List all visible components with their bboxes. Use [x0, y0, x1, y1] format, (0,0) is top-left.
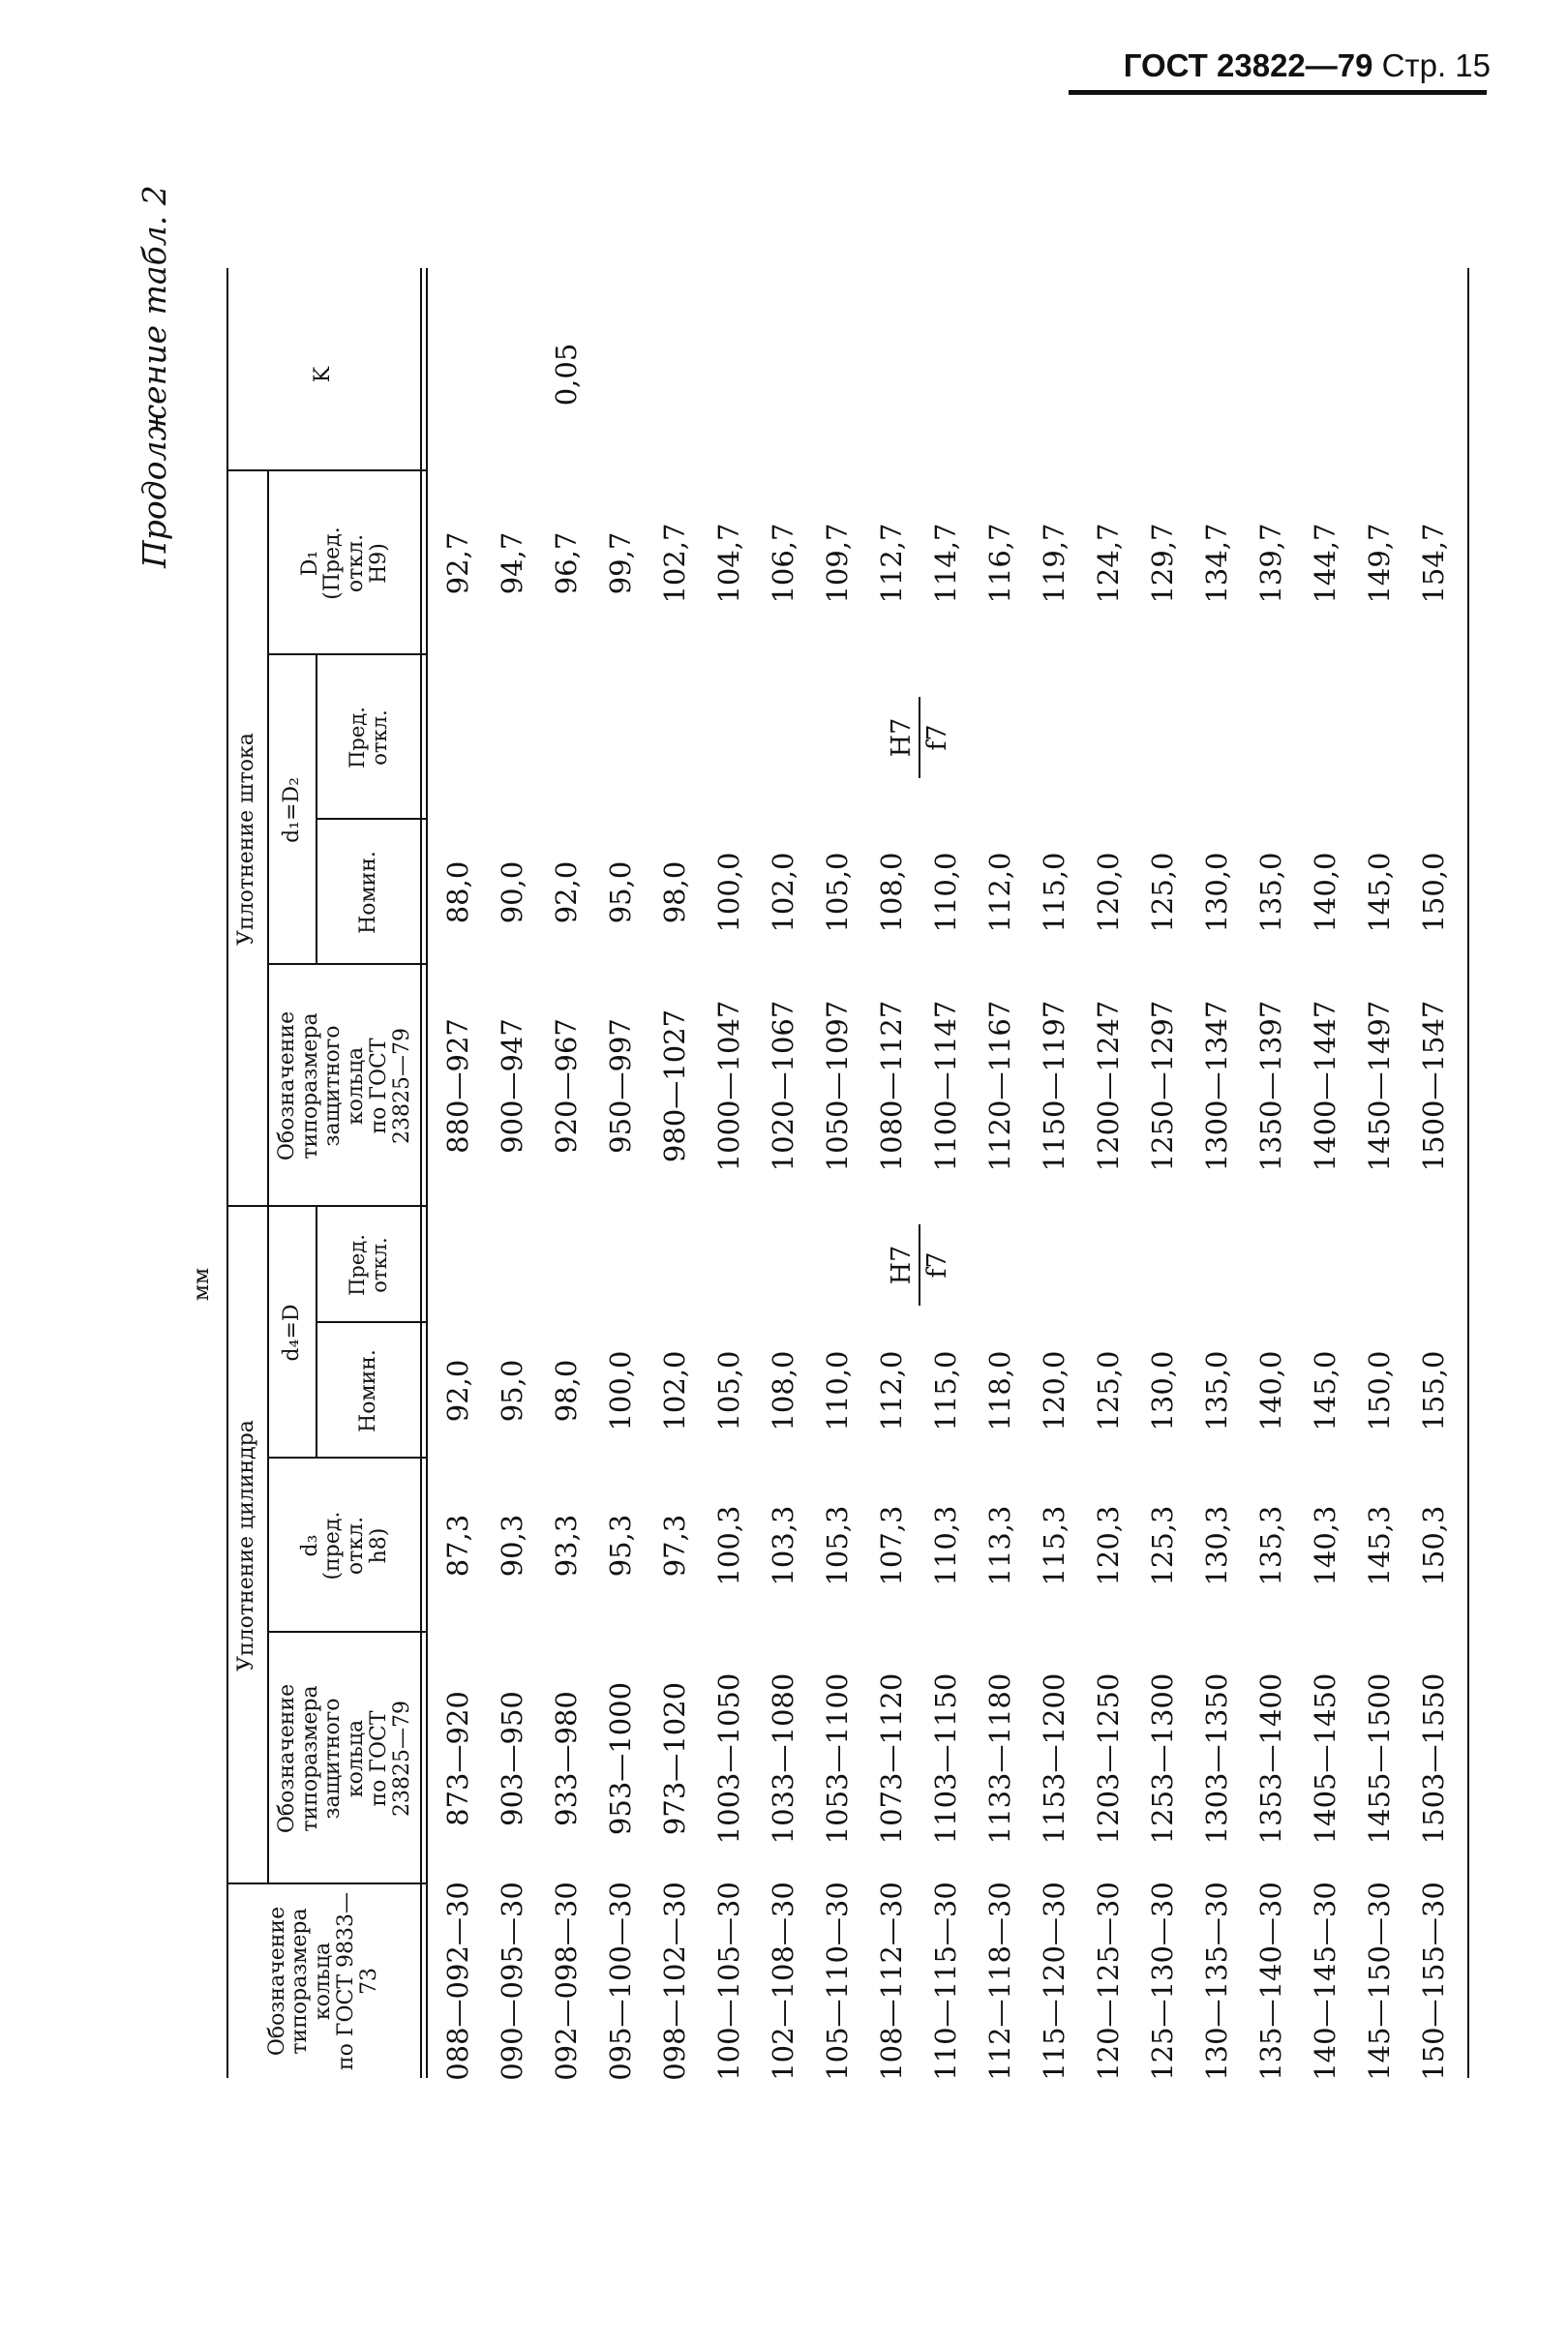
table-cell-d3: 95,3 [604, 1514, 638, 1578]
table-cell-d4: 155,0 [1417, 1350, 1451, 1431]
table-cell-D1: 104,7 [712, 523, 746, 604]
table-cell-rod_code: 1400—1447 [1309, 1000, 1342, 1172]
table-cell-d4: 125,0 [1092, 1350, 1126, 1431]
table-cell-rod_code: 1500—1547 [1417, 1000, 1451, 1172]
table-cell-ring: 095—100—30 [604, 1882, 638, 2081]
table-cell-cyl_code: 1053—1100 [821, 1672, 855, 1845]
table-cell-ring: 140—145—30 [1309, 1882, 1342, 2081]
subheader-d1-eq-D2: d₁=D₂ [280, 777, 305, 843]
table-cell-d4: 130,0 [1146, 1350, 1180, 1431]
table-cell-d1: 102,0 [767, 852, 800, 933]
table-cell-rod_code: 1050—1097 [821, 1000, 855, 1172]
table-cell-D1: 92,7 [441, 531, 475, 595]
table-cell-d4: 98,0 [550, 1359, 584, 1423]
table-cell-ring: 105—110—30 [821, 1882, 855, 2081]
rod-fit-tolerance-fraction [887, 697, 952, 779]
table-cell-d1: 100,0 [712, 852, 746, 933]
header-bottom-rule-a [420, 268, 422, 2078]
standard-code: ГОСТ 23822—79 [1123, 47, 1373, 83]
header-D1: D₁ (Пред. откл. H9) [297, 527, 391, 600]
table-cell-d1: 88,0 [441, 860, 475, 924]
table-cell-d4: 145,0 [1309, 1350, 1342, 1431]
table-cell-D1: 106,7 [767, 523, 800, 604]
table-cell-D1: 114,7 [929, 523, 963, 604]
table-cell-rod_code: 900—947 [496, 1018, 529, 1154]
table-cell-D1: 99,7 [604, 531, 638, 595]
table-cell-D1: 144,7 [1309, 523, 1342, 604]
cyl-fit-tolerance-fraction [887, 1224, 952, 1307]
table-cell-d3: 100,3 [712, 1505, 746, 1586]
table-cell-ring: 130—135—30 [1200, 1882, 1234, 2081]
table-cell-ring: 098—102—30 [658, 1882, 692, 2081]
table-cell-D1: 112,7 [875, 523, 909, 604]
cyl-fit-tolerance-numerator: H7 [887, 1224, 920, 1307]
table-cell-d3: 135,3 [1254, 1505, 1288, 1586]
table-cell-ring: 112—118—30 [983, 1882, 1017, 2081]
rod-fit-tolerance-numerator: H7 [887, 697, 920, 779]
rod-fit-tolerance-denominator: f7 [922, 724, 952, 751]
table-cell-cyl_code: 1073—1120 [875, 1672, 909, 1845]
table-cell-d1: 105,0 [821, 852, 855, 933]
table-cell-cyl_code: 1103—1150 [929, 1672, 963, 1845]
table-cell-d3: 107,3 [875, 1505, 909, 1586]
table-cell-ring: 092—098—30 [550, 1882, 584, 2081]
table-cell-d3: 115,3 [1038, 1505, 1071, 1586]
table-cell-d3: 105,3 [821, 1505, 855, 1586]
table-cell-d1: 120,0 [1092, 852, 1126, 933]
page-number: Стр. 15 [1381, 47, 1491, 83]
rod-fit-tolerance [865, 655, 974, 820]
table-cell-ring: 135—140—30 [1254, 1882, 1288, 2081]
table-cell-D1: 96,7 [550, 531, 584, 595]
table-cell-d1: 115,0 [1038, 852, 1071, 933]
header-K: K [311, 366, 336, 383]
table-cell-cyl_code: 1455—1500 [1363, 1672, 1397, 1845]
table-cell-rod_code: 1020—1067 [767, 1000, 800, 1172]
table-cell-D1: 109,7 [821, 523, 855, 604]
group-cylinder-seal: Уплотнение цилиндра [234, 1420, 259, 1671]
table-cell-d1: 125,0 [1146, 852, 1180, 933]
table-cell-rod_code: 1250—1297 [1146, 1000, 1180, 1172]
header-d3: d₃ (пред. откл. h8) [297, 1511, 391, 1581]
table-cell-d4: 120,0 [1038, 1350, 1071, 1431]
table-cell-d4: 95,0 [496, 1359, 529, 1423]
table-cell-ring: 150—155—30 [1417, 1882, 1451, 2081]
table-cell-d3: 140,3 [1309, 1505, 1342, 1586]
header-d1-nominal: Номин. [356, 851, 381, 934]
table-cell-D1: 134,7 [1200, 523, 1234, 604]
table-cell-cyl_code: 933—980 [550, 1691, 584, 1826]
header-bottom-rule-b [426, 268, 428, 2078]
table-cell-d3: 90,3 [496, 1514, 529, 1578]
table-cell-d3: 110,3 [929, 1505, 963, 1586]
table-cell-d1: 130,0 [1200, 852, 1234, 933]
table-caption: Продолжение табл. 2 [136, 185, 173, 568]
table-cell-cyl_code: 1405—1450 [1309, 1672, 1342, 1845]
table-cell-rod_code: 1150—1197 [1038, 1000, 1071, 1172]
spec-table [226, 268, 1473, 2081]
table-cell-d3: 113,3 [983, 1505, 1017, 1586]
table-cell-d1: 135,0 [1254, 852, 1288, 933]
table-cell-rod_code: 950—997 [604, 1018, 638, 1154]
table-cell-d1: 90,0 [496, 860, 529, 924]
table-cell-cyl_code: 1353—1400 [1254, 1672, 1288, 1845]
table-cell-cyl_code: 953—1000 [604, 1681, 638, 1836]
subheader-d4-eq-D: d₄=D [280, 1304, 305, 1362]
table-bottom-rule [1467, 268, 1469, 2078]
table-cell-ring: 110—115—30 [929, 1882, 963, 2081]
table-cell-rod_code: 880—927 [441, 1018, 475, 1154]
table-cell-ring: 125—130—30 [1146, 1882, 1180, 2081]
table-cell-D1: 149,7 [1363, 523, 1397, 604]
units-label: мм [190, 1267, 214, 1302]
cyl-fit-tolerance [865, 1207, 974, 1323]
header-ring-designation: Обозначение типоразмера кольца по ГОСТ 9833—73 [264, 1892, 381, 2070]
table-cell-cyl_code: 973—1020 [658, 1681, 692, 1836]
table-cell-rod_code: 1080—1127 [875, 1000, 909, 1172]
table-cell-d1: 98,0 [658, 860, 692, 924]
table-cell-rod_code: 1100—1147 [929, 1000, 963, 1172]
table-cell-cyl_code: 1503—1550 [1417, 1672, 1451, 1845]
table-cell-rod_code: 1300—1347 [1200, 1000, 1234, 1172]
table-cell-d3: 103,3 [767, 1505, 800, 1586]
table-cell-ring: 145—150—30 [1363, 1882, 1397, 2081]
table-cell-cyl_code: 1203—1250 [1092, 1672, 1126, 1845]
table-cell-cyl_code: 1153—1200 [1038, 1672, 1071, 1845]
table-cell-d3: 145,3 [1363, 1505, 1397, 1586]
header-rod-protective-ring: Обозначение типоразмера защитного кольца по ГОСТ 23825—79 [274, 1010, 414, 1161]
table-cell-D1: 154,7 [1417, 523, 1451, 604]
table-cell-d3: 150,3 [1417, 1505, 1451, 1586]
table-cell-D1: 129,7 [1146, 523, 1180, 604]
group-rod-seal: Уплотнение штока [234, 733, 259, 946]
table-cell-d1: 150,0 [1417, 852, 1451, 933]
table-cell-cyl_code: 1133—1180 [983, 1672, 1017, 1845]
table-cell-rod_code: 1200—1247 [1092, 1000, 1126, 1172]
table-cell-d4: 112,0 [875, 1350, 909, 1431]
table-cell-d4: 150,0 [1363, 1350, 1397, 1431]
table-cell-ring: 100—105—30 [712, 1882, 746, 2081]
table-cell-d4: 108,0 [767, 1350, 800, 1431]
table-cell-ring: 102—108—30 [767, 1882, 800, 2081]
table-cell-D1: 124,7 [1092, 523, 1126, 604]
table-cell-d4: 115,0 [929, 1350, 963, 1431]
table-cell-d4: 105,0 [712, 1350, 746, 1431]
table-cell-rod_code: 980—1027 [658, 1009, 692, 1163]
table-cell-d1: 110,0 [929, 852, 963, 933]
table-cell-d3: 125,3 [1146, 1505, 1180, 1586]
table-cell-cyl_code: 1253—1300 [1146, 1672, 1180, 1845]
table-cell-d3: 120,3 [1092, 1505, 1126, 1586]
table-cell-rod_code: 1000—1047 [712, 1000, 746, 1172]
table-cell-ring: 115—120—30 [1038, 1882, 1071, 2081]
table-cell-d4: 100,0 [604, 1350, 638, 1431]
table-cell-cyl_code: 1303—1350 [1200, 1672, 1234, 1845]
table-cell-D1: 139,7 [1254, 523, 1288, 604]
table-cell-cyl_code: 873—920 [441, 1691, 475, 1826]
table-cell-d1: 145,0 [1363, 852, 1397, 933]
table-cell-d1: 95,0 [604, 860, 638, 924]
table-cell-ring: 108—112—30 [875, 1882, 909, 2081]
header-d4-tolerance: Пред. откл. [346, 1234, 391, 1296]
table-cell-cyl_code: 903—950 [496, 1691, 529, 1826]
table-cell-cyl_code: 1033—1080 [767, 1672, 800, 1845]
table-cell-d3: 87,3 [441, 1514, 475, 1578]
table-cell-ring: 088—092—30 [441, 1882, 475, 2081]
table-cell-d1: 112,0 [983, 852, 1017, 933]
table-cell-d1: 108,0 [875, 852, 909, 933]
header-d4-nominal: Номин. [356, 1349, 381, 1432]
table-cell-rod_code: 920—967 [550, 1018, 584, 1154]
table-cell-d3: 130,3 [1200, 1505, 1234, 1586]
table-cell-d4: 135,0 [1200, 1350, 1234, 1431]
table-cell-D1: 119,7 [1038, 523, 1071, 604]
table-cell-ring: 090—095—30 [496, 1882, 529, 2081]
table-cell-d4: 92,0 [441, 1359, 475, 1423]
table-cell-d3: 93,3 [550, 1514, 584, 1578]
table-cell-d3: 97,3 [658, 1514, 692, 1578]
cyl-fit-tolerance-denominator: f7 [922, 1251, 952, 1279]
header-d1-tolerance: Пред. откл. [346, 707, 391, 768]
header-cyl-protective-ring: Обозначение типоразмера защитного кольца по ГОСТ 23825—79 [274, 1683, 414, 1834]
table-cell-D1: 94,7 [496, 531, 529, 595]
table-cell-d4: 140,0 [1254, 1350, 1288, 1431]
table-cell-d4: 118,0 [983, 1350, 1017, 1431]
K-value: 0,05 [550, 343, 584, 407]
table-cell-d1: 92,0 [550, 860, 584, 924]
table-cell-rod_code: 1120—1167 [983, 1000, 1017, 1172]
table-cell-D1: 102,7 [658, 523, 692, 604]
table-cell-ring: 120—125—30 [1092, 1882, 1126, 2081]
table-cell-cyl_code: 1003—1050 [712, 1672, 746, 1845]
table-cell-d1: 140,0 [1309, 852, 1342, 933]
table-cell-d4: 102,0 [658, 1350, 692, 1431]
table-cell-d4: 110,0 [821, 1350, 855, 1431]
table-cell-rod_code: 1350—1397 [1254, 1000, 1288, 1172]
table-cell-rod_code: 1450—1497 [1363, 1000, 1397, 1172]
table-cell-D1: 116,7 [983, 523, 1017, 604]
